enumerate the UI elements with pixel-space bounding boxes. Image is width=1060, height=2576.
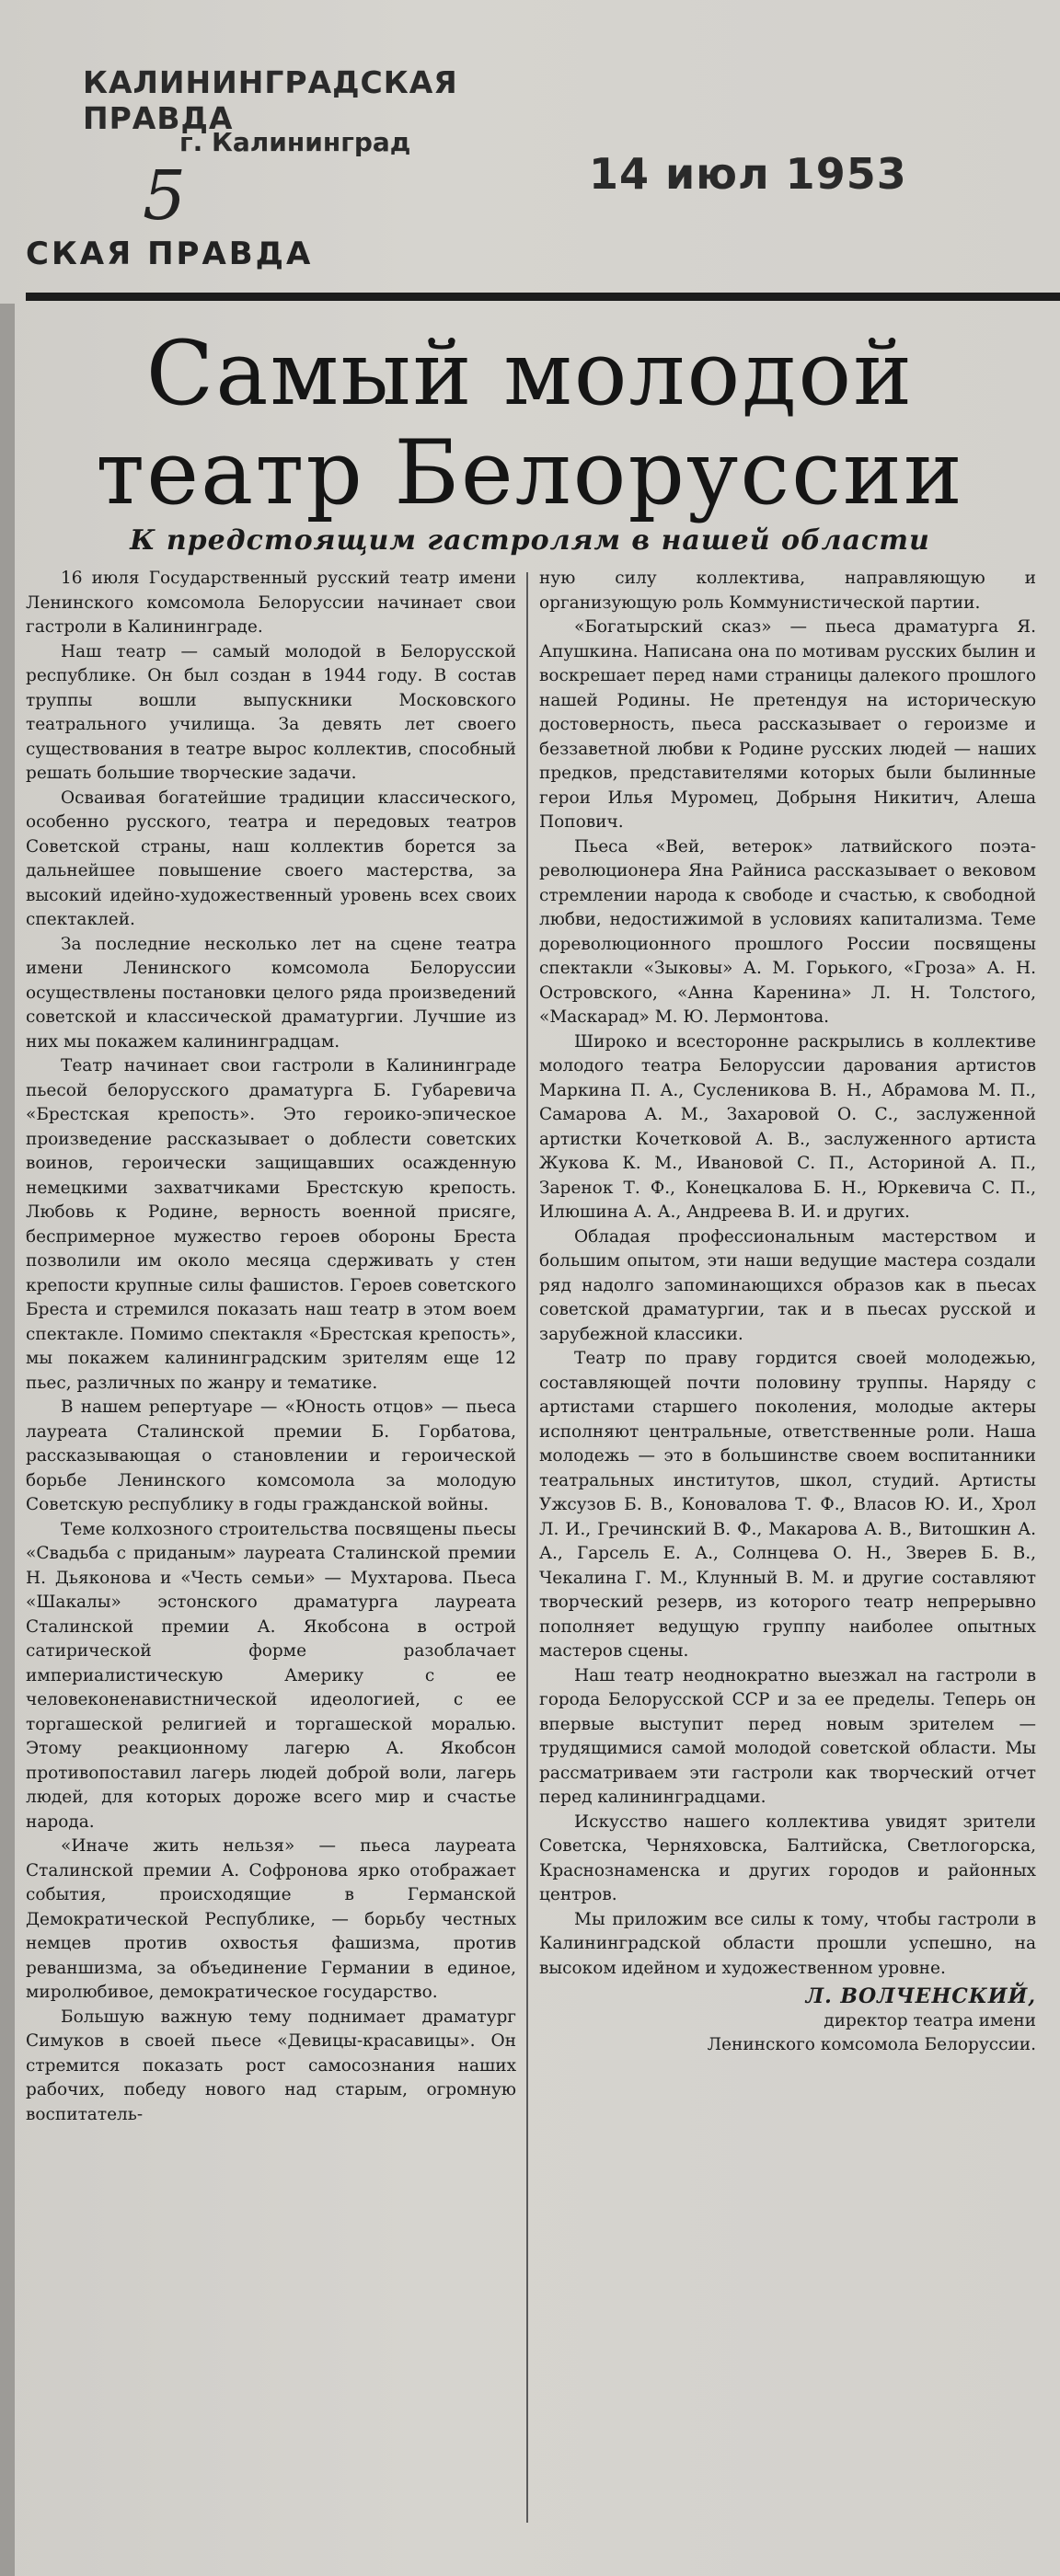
title-line-2: театр Белоруссии [96,421,964,524]
paragraph: Осваивая богатейшие традиции классического, особенно русского, театра и передовых театров Советской страны, наш коллектив борется за дальнейшее повышение своего мастерства, за высокий идейно-художественный уровень всех своих спектаклей. [26,788,516,929]
paragraph: За последние несколько лет на сцене театра имени Ленинского комсомола Белоруссии осуществлены постановки целого ряда произведений советской и классической драматургии. Лучшие из них мы покажем калининградцам. [26,934,516,1052]
paragraph: Теме колхозного строительства посвящены пьесы «Свадьба с приданым» лауреата Сталинской премии Н. Дьяконова и «Честь семьи» — Мухтарова. Пьеса «Шакалы» эстонского драматурга лауреата Сталинской премии А. Якобсона в острой сатирической форме разоблачает империалистическую Америку с ее человеконенавистнической идеологией, с ее торгашеской религией и торгашеской моралью. Этому реакционному лагерю А. Якобсон противопоставил лагерь людей доброй воли, лагерь людей, для которых дороже всего мир и счастье народа. [26,1519,516,1832]
right-column [539,567,1036,2058]
paragraph: Театр начинает свои гастроли в Калининграде пьесой белорусского драматурга Б. Губаревича «Брестская крепость». Это героико-эпическое произведение рассказывает о доблести советских воинов, героически защищавших осажденную немецкими захватчиками Брестскую крепость. Любовь к Родине, верность военной присяге, беспримерное мужество героев обороны Бреста позволили им около месяца сдерживать у стен крепости крупные силы фашистов. Героев советского Бреста и стремился показать наш театр в этом воем спектакле. Помимо спектакля «Брестская крепость», мы покажем калининградским зрителям еще 12 пьес, различных по жанру и тематике. [26,1056,516,1393]
paragraph: «Богатырский сказ» — пьеса драматурга Я. Апушкина. Написана она по мотивам русских былин и воскрешает перед нами страницы далекого прошлого нашей Родины. Не претендуя на историческую достоверность, пьеса рассказывает о героизме и беззаветной любви к Родине русских людей — наших предков, представителями которых были былинные герои Илья Муромец, Добрыня Никитич, Алеша Попович. [539,617,1036,832]
paragraph: Обладая профессиональным мастерством и большим опытом, эти наши ведущие мастера создали ряд надолго запоминающихся образов как в пьесах советской драматургии, так и в пьесах русской и зарубежной классики. [539,1226,1036,1344]
handwritten-number: 5 [143,156,187,236]
paragraph: 16 июля Государственный русский театр имени Ленинского комсомола Белоруссии начинает свои гастроли в Калининграде. [26,569,516,637]
left-column [26,567,516,2127]
stamp-city: г. Калининград [179,127,411,157]
paragraph: Театр по праву гордится своей молодежью, составляющей почти половину труппы. Наряду с артистами старшего поколения, молодые актеры исполняют центральные, ответственные роли. Наша молодежь — это в большинстве своем воспитанники театральных институтов, школ, студий. Артисты Ужсузов Б. В., Коновалова Т. Ф., Власов Ю. И., Хрол Л. И., Гречинский В. Ф., Макарова А. В., Витошкин А. А., Гарсель Е. А., Солнцева О. Н., Зверев Б. В., Чекалина Г. М., Клунный В. М. и другие составляют творческий резерв, из которого театр непрерывно пополняет ведущую группу наиболее опытных мастеров сцены. [539,1349,1036,1661]
paragraph: ную силу коллектива, направляющую и организующую роль Коммунистической партии. [539,569,1036,613]
column-divider [526,572,528,2523]
author-signature: Л. ВОЛЧЕНСКИЙ, [805,1984,1036,2008]
stamp-date: 14 июл 1953 [589,149,907,199]
paragraph: В нашем репертуаре — «Юность отцов» — пьеса лауреата Сталинской премии Б. Горбатова, рассказывающая о становлении и героической борьбе Ленинского комсомола за молодую Советскую республику в годы гражданской войны. [26,1397,516,1514]
newspaper-stamp: КАЛИНИНГРАДСКАЯ ПРАВДА [83,64,458,136]
paragraph: Большую важную тему поднимает драматург Симуков в своей пьесе «Девицы-красавицы». Он стремится показать рост самосознания наших рабочих, победу нового над старым, огромную воспитатель- [26,2007,516,2124]
paragraph: «Иначе жить нельзя» — пьеса лауреата Сталинской премии А. Софронова ярко отображает события, происходящие в Германской Демократической Республике, — борьбу честных немцев против охвостья фашизма, против реваншизма, за объединение Германии в единое, миролюбивое, демократическое государство. [26,1836,516,2002]
masthead-rule [26,293,1060,301]
paragraph: Мы приложим все силы к тому, чтобы гастроли в Калининградской области прошли успешно, на высоком идейном и художественном уровне. [539,1909,1036,1978]
paragraph: Пьеса «Вей, ветерок» латвийского поэта-революционера Яна Райниса рассказывает о вековом стремлении народа к свободе и счастью, к свободной любви, недостижимой в условиях капитализма. Теме дореволюционного прошлого России посвящены спектакли «Зыковы» А. М. Горького, «Гроза» А. Н. Островского, «Анна Каренина» Л. Н. Толстого, «Маскарад» М. Ю. Лермонтова. [539,836,1036,1027]
author-position-line-1: директор театра имени [824,2010,1036,2030]
paragraph: Наш театр — самый молодой в Белорусской республике. Он был создан в 1944 году. В состав труппы вошли выпускники Московского театрального училища. За девять лет своего существования в театре вырос коллектив, способный решать большие творческие задачи. [26,641,516,783]
paragraph: Наш театр неоднократно выезжал на гастроли в города Белорусской ССР и за ее пределы. Теперь он впервые выступит перед новым зрителем — трудящимися самой молодой советской области. Мы рассматриваем эти гастроли как творческий отчет перед калининградцами. [539,1665,1036,1807]
author-position-line-2: Ленинского комсомола Белоруссии. [707,2035,1036,2054]
masthead: СКАЯ ПРАВДА [26,236,314,272]
clipping-edge [0,304,15,2576]
paragraph: Искусство нашего коллектива увидят зрители Советска, Черняховска, Балтийска, Светлогорска, Краснознаменска и других городов и районных центров. [539,1811,1036,1904]
title-line-1: Самый молодой [145,322,915,425]
article-title [0,324,1060,523]
paragraph: Широко и всесторонне раскрылись в коллективе молодого театра Белоруссии дарования артистов Маркина П. А., Сусленикова В. Н., Абрамова М. П., Самарова А. М., Захаровой О. С., заслуженной артистки Кочетковой А. В., заслуженного артиста Жукова К. М., Ивановой С. П., Асториной А. П., Заренок Т. Ф., Конецкалова Б. Н., Юркевича С. П., Илюшина А. А., Андреева В. И. и других. [539,1031,1036,1222]
article-subtitle: К предстоящим гастролям в нашей области [130,524,930,557]
